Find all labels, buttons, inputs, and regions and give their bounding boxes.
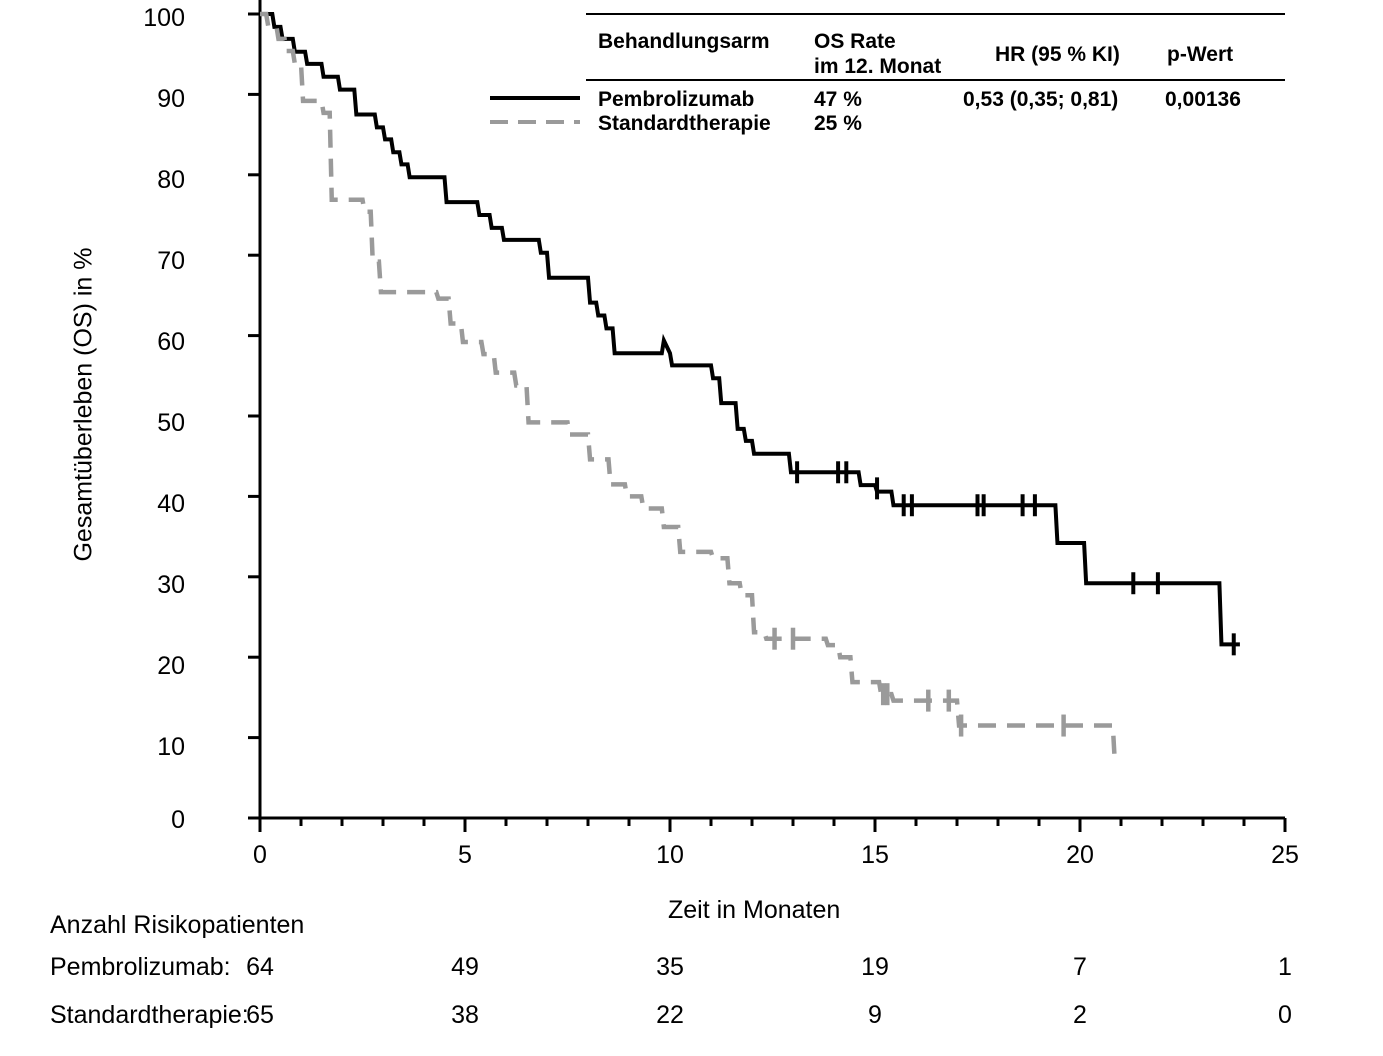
risk-row-value: 65 [246,1001,274,1029]
risk-row-value: 7 [1073,953,1087,981]
x-tick-label: 15 [861,841,889,869]
y-tick-label: 70 [157,247,185,275]
legend-row-osrate: 25 % [814,112,862,135]
legend-row-arm: Standardtherapie [598,112,771,135]
series-line-pembrolizumab [260,14,1240,644]
risk-row-label: Pembrolizumab: [50,953,231,981]
y-tick-label: 20 [157,652,185,680]
y-tick-label: 50 [157,409,185,437]
risk-row-value: 35 [656,953,684,981]
legend-row-pvalue: 0,00136 [1165,88,1241,111]
risk-row-value: 0 [1278,1001,1292,1029]
legend-header-osrate-line1: OS Rate [814,30,896,53]
risk-table-title: Anzahl Risikopatienten [50,911,305,939]
legend-header-osrate-line2: im 12. Monat [814,55,942,78]
y-tick-label: 40 [157,490,185,518]
risk-row-value: 2 [1073,1001,1087,1029]
x-tick-label: 20 [1066,841,1094,869]
risk-row-value: 49 [451,953,479,981]
risk-row-value: 64 [246,953,274,981]
risk-row-value: 22 [656,1001,684,1029]
risk-row-value: 1 [1278,953,1292,981]
y-tick-label: 100 [143,4,185,32]
risk-row-value: 9 [868,1001,882,1029]
legend-header-hr: HR (95 % KI) [995,43,1120,66]
y-tick-label: 60 [157,328,185,356]
x-tick-label: 0 [253,841,267,869]
risk-row-label: Standardtherapie: [50,1001,249,1029]
x-axis-label: Zeit in Monaten [668,896,841,924]
y-tick-label: 10 [157,733,185,761]
x-tick-label: 25 [1271,841,1299,869]
y-axis-label: Gesamtüberleben (OS) in % [69,247,98,562]
x-tick-label: 5 [458,841,472,869]
legend-header-arm: Behandlungsarm [598,30,770,53]
series-line-standardtherapie [260,14,1115,763]
x-tick-label: 10 [656,841,684,869]
y-tick-label: 90 [157,85,185,113]
risk-row-value: 19 [861,953,889,981]
risk-row-value: 38 [451,1001,479,1029]
legend-row-osrate: 47 % [814,88,862,111]
legend-row-arm: Pembrolizumab [598,88,755,111]
legend-row-hr: 0,53 (0,35; 0,81) [963,88,1119,111]
y-tick-label: 30 [157,571,185,599]
y-tick-label: 80 [157,166,185,194]
y-tick-label: 0 [171,806,185,834]
legend-header-pvalue: p-Wert [1167,43,1234,66]
